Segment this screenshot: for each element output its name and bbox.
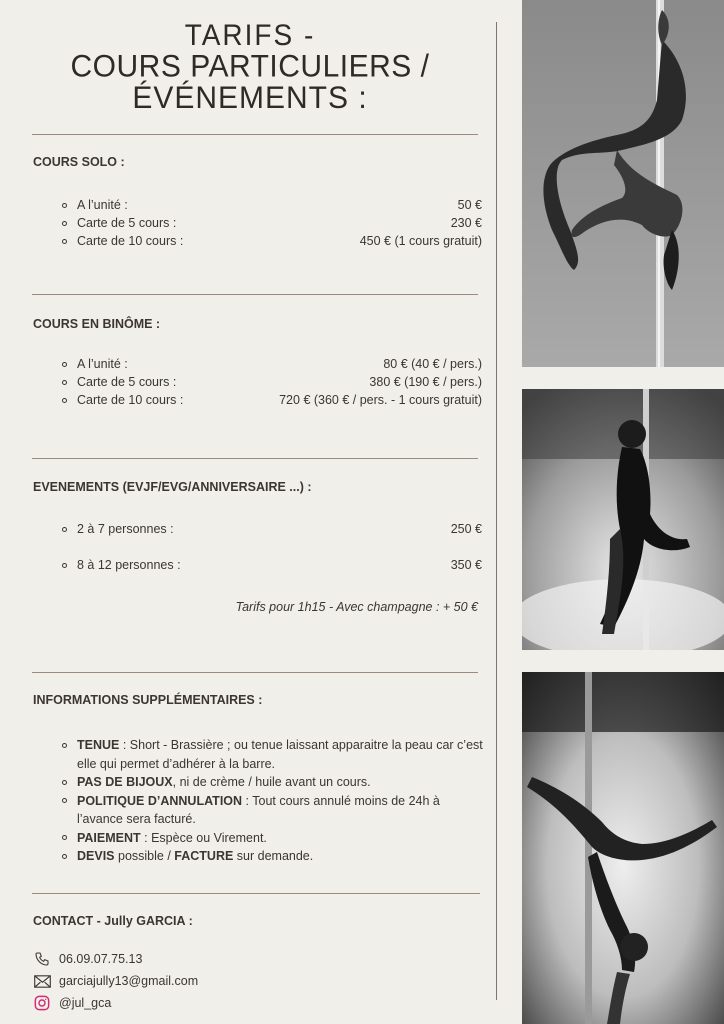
bullet-icon <box>62 203 67 208</box>
list-item <box>62 214 482 232</box>
bullet-icon <box>62 398 67 403</box>
divider <box>32 458 478 459</box>
list-item <box>62 847 486 866</box>
item-price: 720 € (360 € / pers. - 1 cours gratuit) <box>279 393 482 407</box>
contact-instagram[interactable] <box>33 992 198 1014</box>
info-text: possible / <box>114 849 175 863</box>
section-heading-binome: COURS EN BINÔME : <box>33 317 161 331</box>
item-label: A l’unité : <box>77 357 128 371</box>
phone-icon <box>33 950 51 968</box>
contact-heading-name: - Jully GARCIA : <box>93 914 193 928</box>
bullet-icon <box>62 239 67 244</box>
bullet-icon <box>62 380 67 385</box>
item-price: 230 € <box>450 216 482 230</box>
bullet-icon <box>62 780 67 785</box>
contact-email[interactable] <box>33 970 198 992</box>
contact-phone[interactable] <box>33 948 198 970</box>
binome-price-list <box>62 355 482 409</box>
list-item <box>62 391 482 409</box>
events-price-list <box>62 520 482 574</box>
info-keyword: FACTURE <box>174 849 234 863</box>
photo-middle <box>522 389 724 650</box>
instagram-handle: @jul_gca <box>59 996 112 1010</box>
section-heading-contact <box>33 914 193 928</box>
bullet-icon <box>62 362 67 367</box>
bullet-icon <box>62 854 67 859</box>
title-line-3: ÉVÉNEMENTS : <box>132 80 368 116</box>
info-keyword: POLITIQUE D’ANNULATION <box>77 793 243 808</box>
list-item <box>62 792 486 829</box>
list-item <box>62 520 482 538</box>
section-heading-events: EVENEMENTS (EVJF/EVG/ANNIVERSAIRE ...) : <box>33 480 312 494</box>
divider <box>32 294 478 295</box>
info-keyword: PAIEMENT <box>77 830 141 845</box>
vertical-divider <box>496 22 497 1000</box>
info-text: : Tout cours annulé moins de 24h à l’avance sera facturé. <box>77 793 440 826</box>
list-item <box>62 355 482 373</box>
info-keyword: PAS DE BIJOUX <box>77 775 173 789</box>
item-price: 50 € <box>457 198 482 212</box>
list-item <box>62 736 486 773</box>
bullet-icon <box>62 563 67 568</box>
item-label: Carte de 5 cours : <box>77 216 177 230</box>
item-label: Carte de 5 cours : <box>77 375 177 389</box>
contact-block <box>33 948 198 1014</box>
bullet-icon <box>62 221 67 226</box>
item-label: 2 à 7 personnes : <box>77 522 174 536</box>
contact-heading-bold: CONTACT <box>33 914 94 928</box>
list-item <box>62 556 482 574</box>
list-item <box>62 829 486 848</box>
events-note: Tarifs pour 1h15 - Avec champagne : + 50 € <box>235 600 478 614</box>
item-price: 380 € (190 € / pers.) <box>369 375 482 389</box>
title-line-2: COURS PARTICULIERS / <box>70 49 430 84</box>
item-price: 450 € (1 cours gratuit) <box>359 234 482 248</box>
item-price: 80 € (40 € / pers.) <box>383 357 482 371</box>
info-list <box>62 736 486 866</box>
item-price: 350 € <box>450 558 482 572</box>
page-title <box>30 20 470 115</box>
item-label: Carte de 10 cours : <box>77 393 184 407</box>
list-item <box>62 232 482 250</box>
phone-number: 06.09.07.75.13 <box>59 952 143 966</box>
divider <box>32 893 480 894</box>
list-item <box>62 373 482 391</box>
list-item <box>62 196 482 214</box>
bullet-icon <box>62 527 67 532</box>
instagram-icon <box>33 994 51 1012</box>
section-heading-solo: COURS SOLO : <box>33 155 125 169</box>
info-text: : Espèce ou Virement. <box>140 830 267 845</box>
solo-price-list <box>62 196 482 250</box>
info-keyword: DEVIS <box>77 849 115 863</box>
photo-bottom <box>522 672 724 1024</box>
item-label: Carte de 10 cours : <box>77 234 184 248</box>
bullet-icon <box>62 743 67 748</box>
divider <box>32 134 478 135</box>
title-line-1: TARIFS - <box>184 18 316 52</box>
info-text: , ni de crème / huile avant un cours. <box>172 775 371 789</box>
divider <box>32 672 478 673</box>
info-keyword: TENUE <box>77 738 120 752</box>
info-text: sur demande. <box>233 849 314 863</box>
info-text: : Short - Brassière ; ou tenue laissant apparaitre la peau car c’est elle qui permet d’adhérer à la barre. <box>77 738 483 771</box>
email-address: garciajully13@gmail.com <box>59 974 199 988</box>
item-price: 250 € <box>450 522 482 536</box>
photo-top <box>522 0 724 367</box>
section-heading-info: INFORMATIONS SUPPLÉMENTAIRES : <box>33 693 263 707</box>
item-label: 8 à 12 personnes : <box>77 558 181 572</box>
list-item <box>62 773 486 792</box>
item-label: A l’unité : <box>77 198 128 212</box>
bullet-icon <box>62 835 67 840</box>
mail-icon <box>33 972 51 990</box>
bullet-icon <box>62 798 67 803</box>
